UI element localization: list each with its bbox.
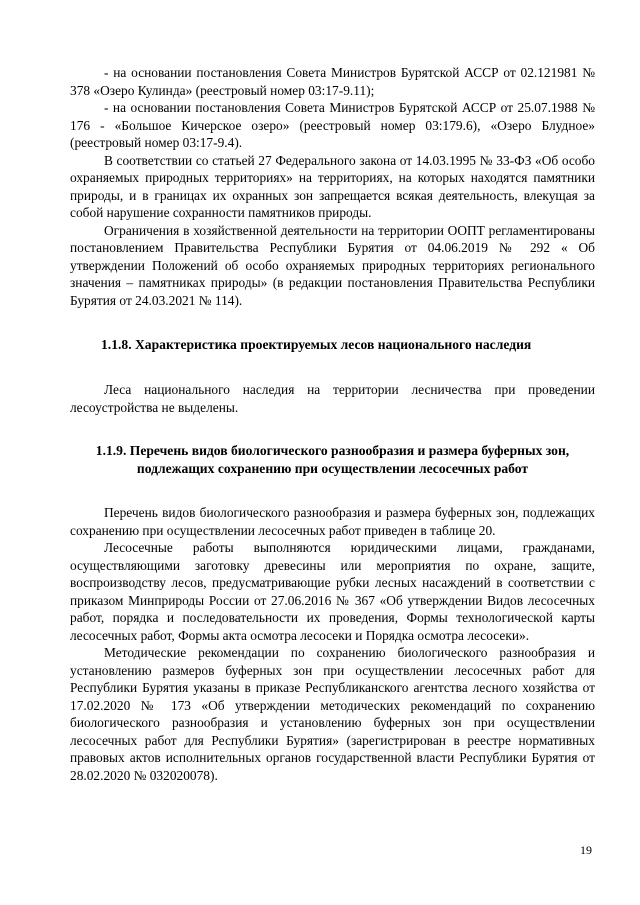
- page-content: [70, 64, 595, 784]
- paragraph-heritage-forests: Леса национального наследия на территории лесничества при проведении лесоустройства не выделены.: [70, 382, 595, 415]
- paragraph-restrictions: Ограничения в хозяйственной деятельности на территории ООПТ регламентированы постановлением Правительства Республики Бурятия от 04.06.2019 № 292 « Об утверждении Положений об особо охраняемых природных территориях регионального значения – памятниках природы» (в редакции постановления Правительства Республики Бурятия от 24.03.2021 № 114).: [70, 222, 595, 308]
- page-number: 19: [580, 843, 592, 857]
- paragraph-decree-kicherskoe: - на основании постановления Совета Министров Бурятской АССР от 25.07.1988 № 176 - «Большое Кичерское озеро» (реестровый номер 03:179.6), «Озеро Блудное» (реестровый номер 03:17-9.4).: [70, 100, 595, 150]
- paragraph-decree-kulinda: - на основании постановления Совета Министров Бурятской АССР от 02.121981 № 378 «Озеро Кулинда» (реестровый номер 03:17-9.11);: [70, 65, 595, 98]
- paragraph-biodiversity-list: Перечень видов биологического разнообразия и размера буферных зон, подлежащих сохранению при осуществлении лесосечных работ приведен в таблице 20.: [70, 505, 595, 538]
- section-heading-119: 1.1.9. Перечень видов биологического разнообразия и размера буферных зон, подлежащих сохранению при осуществлении лесосечных работ: [95, 443, 570, 476]
- section-heading-118: 1.1.8. Характеристика проектируемых лесов национального наследия: [101, 337, 532, 352]
- paragraph-logging-works: Лесосечные работы выполняются юридическими лицами, гражданами, осуществляющими заготовку древесины или мероприятия по охране, защите, воспроизводству лесов, предусматривающие рубки лесных насаждений в соответствии с приказом Минприроды России от 27.06.2016 № 367 «Об утверждении Видов лесосечных работ, порядка и последовательности их проведения, Формы технологической карты лесосечных работ, Формы акта осмотра лесосеки и Порядка осмотра лесосеки».: [70, 540, 595, 643]
- paragraph-methodical-recommendations: Методические рекомендации по сохранению биологического разнообразия и установлению размеров буферных зон при осуществлении лесосечных работ для Республики Бурятия указаны в приказе Республиканского агентства лесного хозяйства от 17.02.2020 № 173 «Об утверждении методических рекомендаций по сохранению биологического разнообразия и установлению буферных зон при осуществлении лесосечных работ для Республики Бурятия» (зарегистрирован в реестре нормативных правовых актов исполнительных органов государственной власти Республики Бурятия от 28.02.2020 № 032020078).: [70, 645, 595, 783]
- paragraph-federal-law: В соответствии со статьей 27 Федерального закона от 14.03.1995 № 33-ФЗ «Об особо охраняемых природных территориях» на территориях, на которых находятся памятники природы, и в границах их охранных зон запрещается всякая деятельность, влекущая за собой нарушение сохранности памятников природы.: [70, 152, 595, 220]
